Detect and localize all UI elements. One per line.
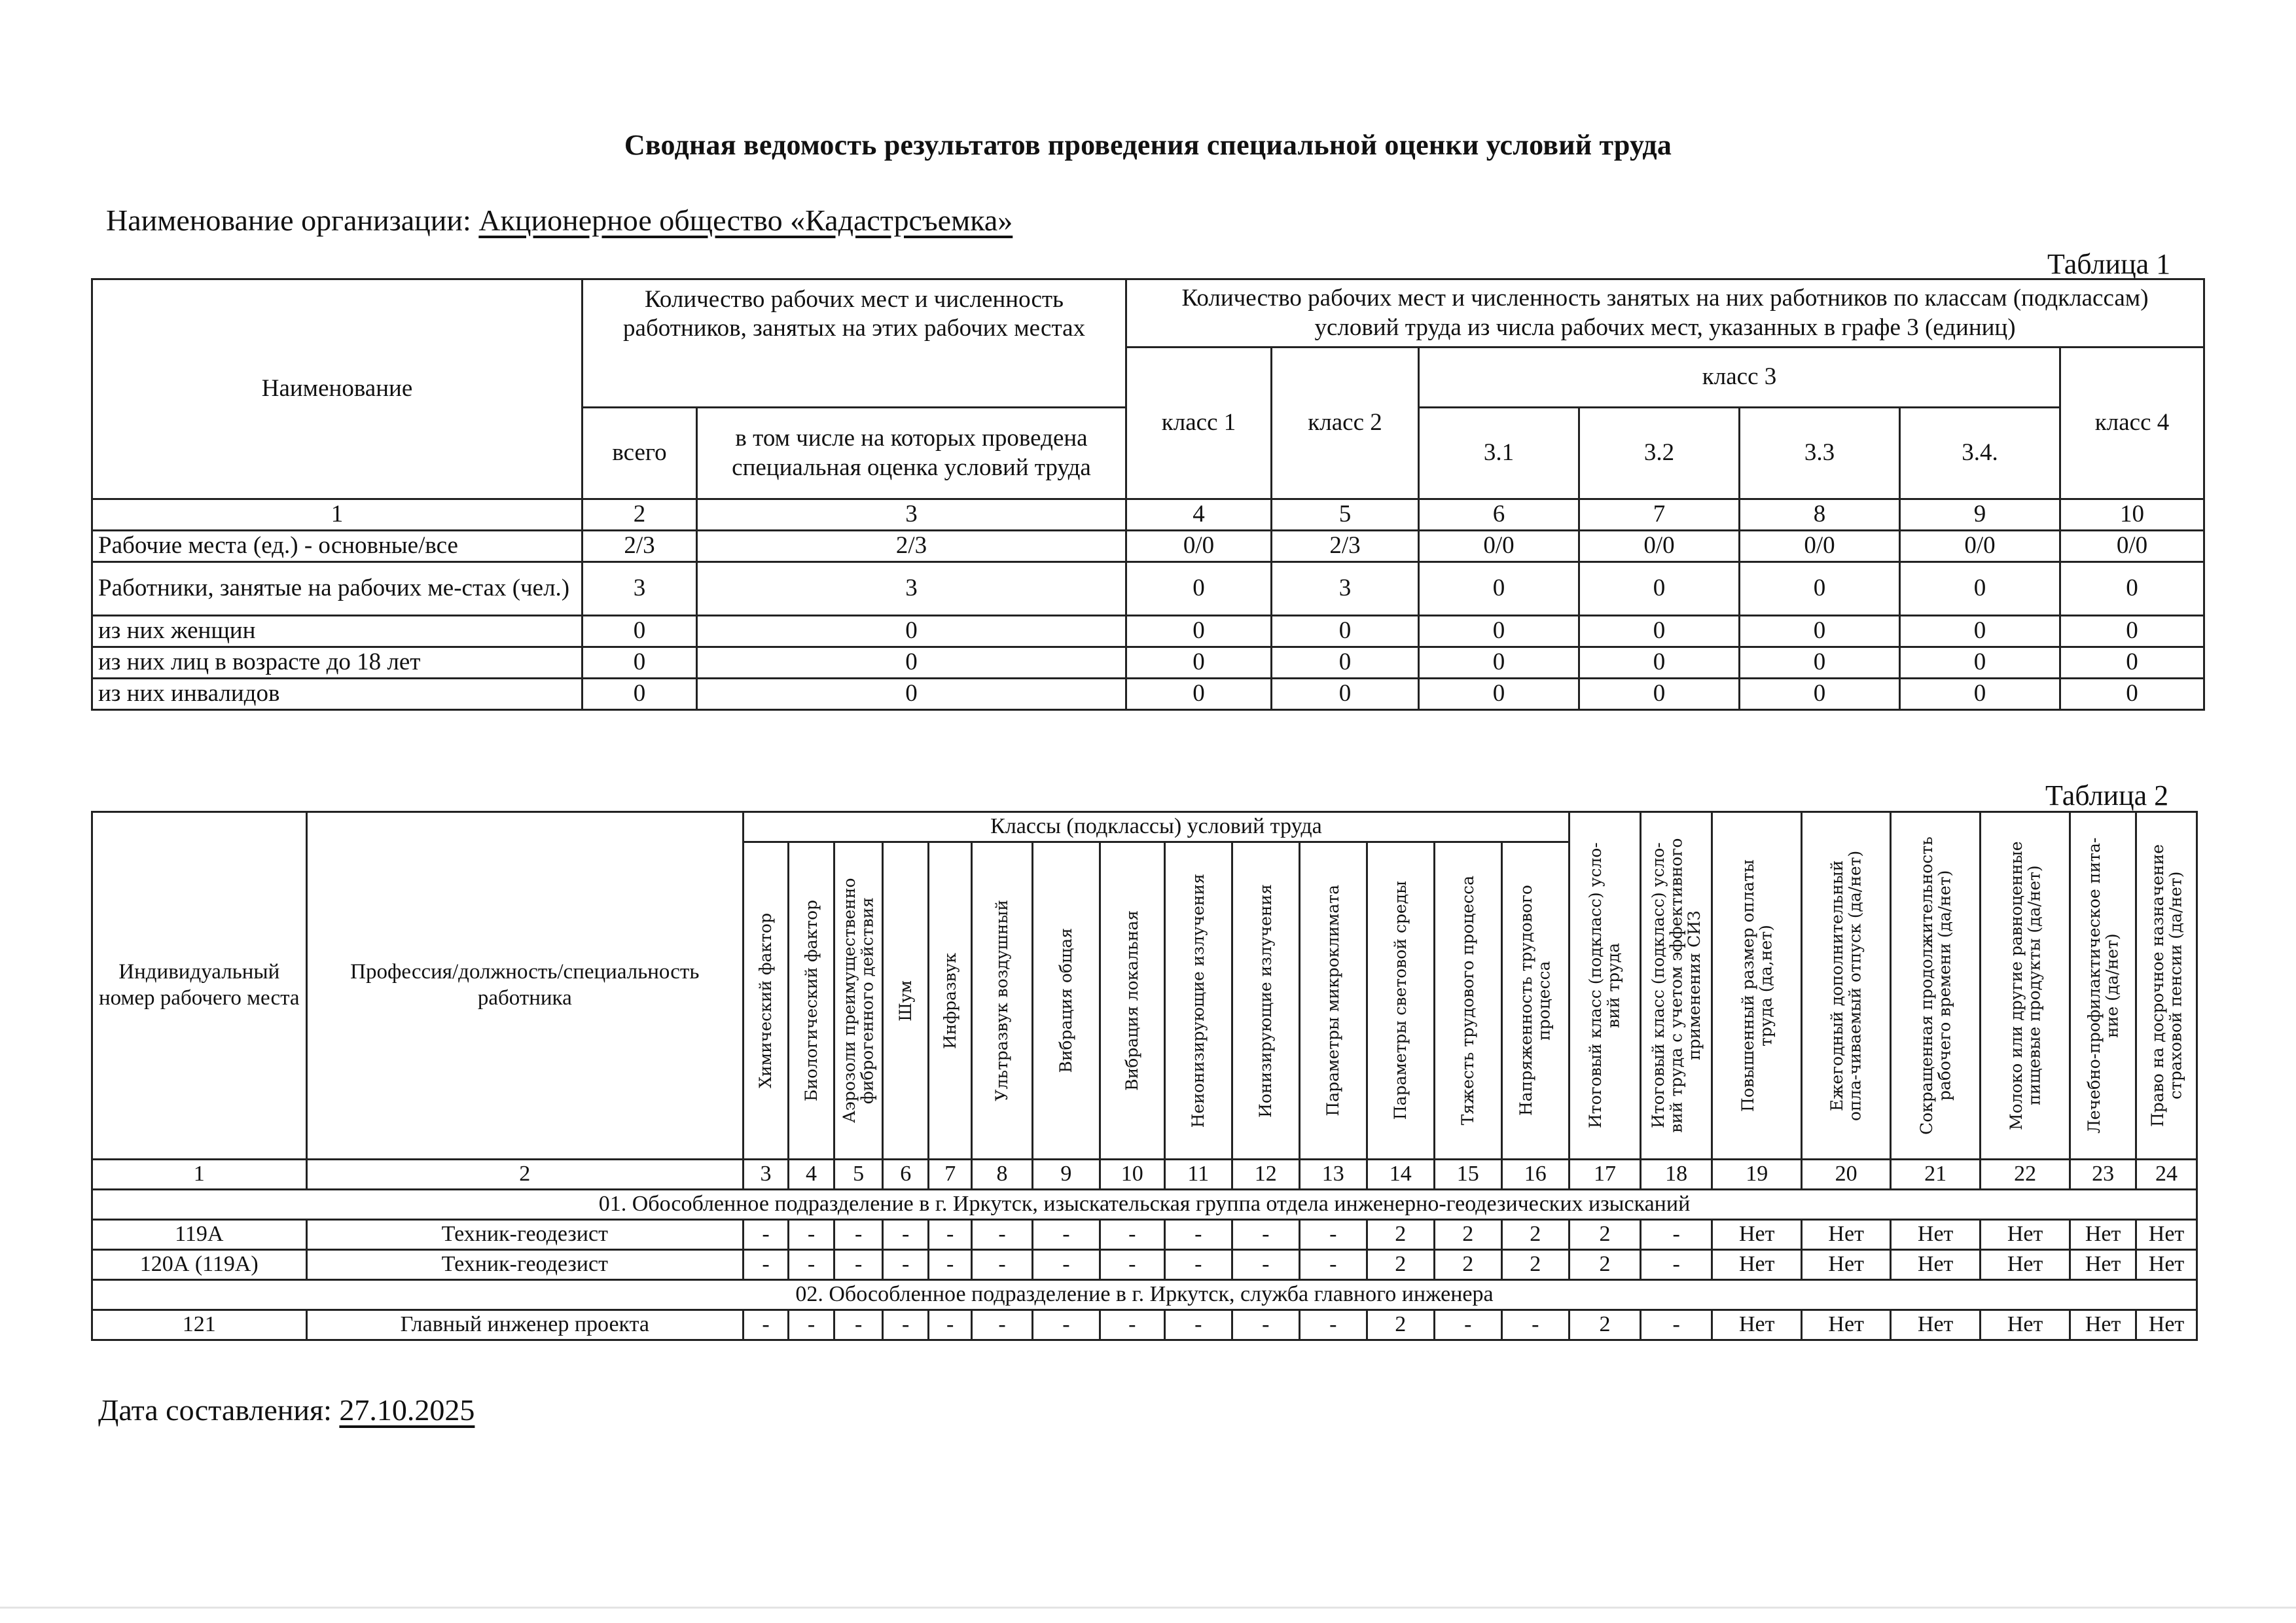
t1-cell: 0 bbox=[1126, 679, 1272, 710]
t2-cell: - bbox=[883, 1220, 929, 1250]
t1-cell: 0 bbox=[1740, 679, 1900, 710]
t1-column-number: 9 bbox=[1900, 499, 2060, 531]
t2-column-number: 21 bbox=[1891, 1160, 1981, 1190]
t2-cell: - bbox=[972, 1250, 1033, 1280]
t2-header-factor-text: Ультразвук воздушный bbox=[992, 900, 1012, 1101]
t2-cell: - bbox=[834, 1310, 883, 1340]
t1-cell: 0 bbox=[1126, 647, 1272, 679]
t1-column-numbers-row bbox=[92, 499, 2204, 531]
t2-cell: - bbox=[1164, 1220, 1232, 1250]
t2-header-factor-text: Напряженность трудового процесса bbox=[1516, 885, 1554, 1116]
t2-column-number: 14 bbox=[1367, 1160, 1434, 1190]
t2-header-extra-text: Молоко или другие равноценные пищевые продукты (да/нет) bbox=[2006, 841, 2044, 1130]
t2-cell: - bbox=[883, 1310, 929, 1340]
t2-cell: - bbox=[1164, 1310, 1232, 1340]
t2-header-factor bbox=[883, 842, 929, 1160]
t2-column-number: 11 bbox=[1164, 1160, 1232, 1190]
t2-header-factor-text: Биологический фактор bbox=[801, 900, 821, 1101]
t1-row-name: из них лиц в возрасте до 18 лет bbox=[92, 647, 583, 679]
t2-cell: Нет bbox=[2070, 1250, 2136, 1280]
t1-cell: 3 bbox=[697, 562, 1126, 616]
t1-row-name: из них инвалидов bbox=[92, 679, 583, 710]
t1-body bbox=[92, 531, 2204, 710]
t2-cell: - bbox=[929, 1220, 972, 1250]
t1-column-number: 8 bbox=[1740, 499, 1900, 531]
t1-cell: 0 bbox=[1740, 647, 1900, 679]
t2-header-factor bbox=[1501, 842, 1569, 1160]
t2-header-extra bbox=[1981, 812, 2070, 1160]
t1-cell: 0 bbox=[1900, 616, 2060, 647]
organization-line bbox=[106, 203, 1022, 238]
t1-column-number: 2 bbox=[583, 499, 697, 531]
t1-cell: 0 bbox=[697, 616, 1126, 647]
t2-cell: - bbox=[1032, 1250, 1100, 1280]
t1-cell: 2/3 bbox=[583, 531, 697, 562]
t2-cell: Нет bbox=[1802, 1310, 1891, 1340]
t1-cell: 2/3 bbox=[697, 531, 1126, 562]
t2-profession: Главный инженер проекта bbox=[306, 1310, 743, 1340]
t2-header-extra bbox=[1712, 812, 1802, 1160]
t2-cell: Нет bbox=[2136, 1250, 2197, 1280]
t2-cell: - bbox=[1641, 1310, 1712, 1340]
t2-cell: Нет bbox=[2136, 1310, 2197, 1340]
t2-cell: - bbox=[1032, 1220, 1100, 1250]
document-title: Сводная ведомость результатов проведения специальной оценки условий труда bbox=[624, 129, 1672, 161]
t2-cell: 2 bbox=[1569, 1250, 1640, 1280]
t2-cell: - bbox=[789, 1310, 834, 1340]
t2-section-title: 01. Обособленное подразделение в г. Иркутск, изыскательская группа отдела инженерно-геодезических изысканий bbox=[92, 1190, 2197, 1220]
t2-cell: Нет bbox=[1891, 1310, 1981, 1340]
t2-workplace-id: 119А bbox=[92, 1220, 307, 1250]
t1-header-assessed: в том числе на которых проведена специальная оценка условий труда bbox=[697, 408, 1126, 499]
t1-cell: 0 bbox=[2060, 562, 2204, 616]
t2-column-number: 18 bbox=[1641, 1160, 1712, 1190]
table2-label: Таблица 2 bbox=[2045, 779, 2169, 812]
table2-details bbox=[91, 811, 2198, 1341]
t2-section-title: 02. Обособленное подразделение в г. Иркутск, служба главного инженера bbox=[92, 1280, 2197, 1310]
t2-cell: - bbox=[1434, 1310, 1501, 1340]
t1-row bbox=[92, 562, 2204, 616]
t1-header-class1: класс 1 bbox=[1126, 348, 1272, 499]
t1-header-name: Наименование bbox=[92, 279, 583, 499]
t1-row bbox=[92, 616, 2204, 647]
t2-header-extra bbox=[1802, 812, 1891, 1160]
t2-header-factor-text: Шум bbox=[895, 980, 915, 1022]
t1-cell: 0 bbox=[1272, 647, 1419, 679]
t1-column-number: 7 bbox=[1579, 499, 1740, 531]
t2-cell: - bbox=[1641, 1220, 1712, 1250]
t1-cell: 0 bbox=[697, 647, 1126, 679]
t1-row bbox=[92, 647, 2204, 679]
t2-cell: 2 bbox=[1501, 1250, 1569, 1280]
t2-cell: Нет bbox=[1712, 1220, 1802, 1250]
t1-cell: 0 bbox=[2060, 679, 2204, 710]
date-label: Дата составления: bbox=[98, 1393, 332, 1427]
t1-cell: 0 bbox=[583, 679, 697, 710]
t2-header-factor bbox=[1299, 842, 1367, 1160]
t2-cell: 2 bbox=[1367, 1250, 1434, 1280]
t2-header-factor bbox=[789, 842, 834, 1160]
t1-cell: 0 bbox=[1579, 616, 1740, 647]
t2-cell: Нет bbox=[2070, 1220, 2136, 1250]
t2-cell: - bbox=[972, 1220, 1033, 1250]
t2-cell: - bbox=[929, 1310, 972, 1340]
t1-row-name: Работники, занятые на рабочих ме-стах (чел.) bbox=[92, 562, 583, 616]
t1-cell: 0 bbox=[1579, 562, 1740, 616]
t1-header-class2: класс 2 bbox=[1272, 348, 1419, 499]
t2-cell: - bbox=[1100, 1220, 1164, 1250]
t1-column-number: 1 bbox=[92, 499, 583, 531]
t2-header-factor bbox=[929, 842, 972, 1160]
t2-column-number: 13 bbox=[1299, 1160, 1367, 1190]
t1-cell: 3 bbox=[583, 562, 697, 616]
t1-cell: 0 bbox=[1419, 616, 1579, 647]
t1-row bbox=[92, 531, 2204, 562]
t2-cell: Нет bbox=[1891, 1250, 1981, 1280]
t2-cell: 2 bbox=[1569, 1310, 1640, 1340]
t2-header-extra bbox=[2070, 812, 2136, 1160]
t2-header-extra-text: Право на досрочное назначение страховой пенсии (да/нет) bbox=[2147, 844, 2185, 1127]
t2-column-number: 24 bbox=[2136, 1160, 2197, 1190]
t2-header-id: Индивидуальный номер рабочего места bbox=[92, 812, 307, 1160]
t2-column-number: 12 bbox=[1232, 1160, 1299, 1190]
t2-header-extra-text: Ежегодный дополнительный опла-чиваемый отпуск (да/нет) bbox=[1827, 850, 1865, 1121]
t2-header-factor-text: Вибрация локальная bbox=[1122, 910, 1142, 1091]
t2-body bbox=[92, 1190, 2197, 1340]
t1-cell: 0/0 bbox=[1419, 531, 1579, 562]
t1-cell: 0/0 bbox=[2060, 531, 2204, 562]
t2-column-numbers-row bbox=[92, 1160, 2197, 1190]
t2-cell: - bbox=[1232, 1250, 1299, 1280]
t2-header-factor-text: Вибрация общая bbox=[1056, 928, 1076, 1073]
t1-cell: 0 bbox=[1740, 562, 1900, 616]
t2-cell: - bbox=[1641, 1250, 1712, 1280]
t2-cell: - bbox=[883, 1250, 929, 1280]
t2-column-number: 17 bbox=[1569, 1160, 1640, 1190]
t2-row bbox=[92, 1220, 2197, 1250]
t2-cell: - bbox=[1232, 1310, 1299, 1340]
t2-column-number: 7 bbox=[929, 1160, 972, 1190]
t2-header-extra-text: Лечебно-профилактическое пита-ние (да/нет) bbox=[2084, 837, 2122, 1134]
t2-workplace-id: 121 bbox=[92, 1310, 307, 1340]
date-value: 27.10.2025 bbox=[339, 1393, 475, 1427]
t2-section-row bbox=[92, 1190, 2197, 1220]
t2-cell: Нет bbox=[1712, 1310, 1802, 1340]
t2-header-factor-text: Неионизирующие излучения bbox=[1188, 873, 1208, 1128]
t2-header-profession: Профессия/должность/специальность работника bbox=[306, 812, 743, 1160]
t2-column-number: 9 bbox=[1032, 1160, 1100, 1190]
t2-cell: - bbox=[1299, 1220, 1367, 1250]
t1-column-number: 4 bbox=[1126, 499, 1272, 531]
t2-cell: Нет bbox=[1981, 1250, 2070, 1280]
t2-cell: Нет bbox=[1981, 1310, 2070, 1340]
t2-cell: - bbox=[1100, 1250, 1164, 1280]
t2-cell: Нет bbox=[1802, 1220, 1891, 1250]
t2-cell: - bbox=[972, 1310, 1033, 1340]
t2-cell: - bbox=[789, 1220, 834, 1250]
t1-cell: 0/0 bbox=[1900, 531, 2060, 562]
t1-cell: 0 bbox=[1900, 562, 2060, 616]
t1-header-class3: класс 3 bbox=[1419, 348, 2060, 408]
t1-row bbox=[92, 679, 2204, 710]
t2-header-factor-text: Химический фактор bbox=[756, 913, 776, 1088]
t1-header-sub: 3.1 bbox=[1419, 408, 1579, 499]
t1-cell: 0 bbox=[2060, 616, 2204, 647]
t2-header-extra bbox=[1641, 812, 1712, 1160]
t1-column-number: 5 bbox=[1272, 499, 1419, 531]
t2-header-factor bbox=[1032, 842, 1100, 1160]
date-line bbox=[98, 1393, 481, 1427]
t1-cell: 2/3 bbox=[1272, 531, 1419, 562]
t2-cell: Нет bbox=[1981, 1220, 2070, 1250]
t1-cell: 0/0 bbox=[1126, 531, 1272, 562]
t1-column-number: 6 bbox=[1419, 499, 1579, 531]
t2-cell: 2 bbox=[1434, 1250, 1501, 1280]
t2-column-number: 10 bbox=[1100, 1160, 1164, 1190]
t1-cell: 3 bbox=[1272, 562, 1419, 616]
t2-column-number: 16 bbox=[1501, 1160, 1569, 1190]
t1-cell: 0 bbox=[1419, 647, 1579, 679]
t1-cell: 0 bbox=[583, 647, 697, 679]
t1-cell: 0 bbox=[1740, 616, 1900, 647]
t2-header-factor bbox=[744, 842, 789, 1160]
organization-name: Акционерное общество «Кадастрсъемка» bbox=[478, 204, 1013, 237]
t2-cell: 2 bbox=[1434, 1220, 1501, 1250]
t2-header-factor bbox=[1164, 842, 1232, 1160]
t1-cell: 0 bbox=[1126, 562, 1272, 616]
t1-cell: 0 bbox=[1419, 679, 1579, 710]
t2-profession: Техник-геодезист bbox=[306, 1250, 743, 1280]
t2-header-factor bbox=[1232, 842, 1299, 1160]
t2-header-extra-text: Итоговый класс (подкласс) усло-вий труда с учетом эффективного применения СИЗ bbox=[1648, 838, 1704, 1133]
t2-column-number: 22 bbox=[1981, 1160, 2070, 1190]
t2-row bbox=[92, 1250, 2197, 1280]
t2-cell: 2 bbox=[1367, 1310, 1434, 1340]
t1-cell: 0/0 bbox=[1740, 531, 1900, 562]
t2-cell: - bbox=[1299, 1250, 1367, 1280]
t2-cell: - bbox=[1232, 1220, 1299, 1250]
t2-column-number: 6 bbox=[883, 1160, 929, 1190]
t1-header-group-b: Количество рабочих мест и численность занятых на них работников по классам (подклассам) условий труда из числа рабочих мест, указанных в графе 3 (единиц) bbox=[1126, 279, 2204, 348]
scan-edge-divider bbox=[0, 1607, 2296, 1609]
t2-cell: - bbox=[1100, 1310, 1164, 1340]
t2-header-factor bbox=[1367, 842, 1434, 1160]
t2-column-number: 23 bbox=[2070, 1160, 2136, 1190]
t1-header-class4: класс 4 bbox=[2060, 348, 2204, 499]
t2-column-number: 19 bbox=[1712, 1160, 1802, 1190]
t1-cell: 0 bbox=[583, 616, 697, 647]
t2-cell: - bbox=[789, 1250, 834, 1280]
t1-header-sub: 3.4. bbox=[1900, 408, 2060, 499]
t2-column-number: 4 bbox=[789, 1160, 834, 1190]
t1-cell: 0/0 bbox=[1579, 531, 1740, 562]
t2-column-number: 8 bbox=[972, 1160, 1033, 1190]
t1-cell: 0 bbox=[1579, 647, 1740, 679]
t2-header-extra-text: Повышенный размер оплаты труда (да,нет) bbox=[1738, 859, 1776, 1112]
t1-column-number: 10 bbox=[2060, 499, 2204, 531]
t1-header-sub: 3.2 bbox=[1579, 408, 1740, 499]
t2-cell: Нет bbox=[1712, 1250, 1802, 1280]
t1-cell: 0 bbox=[1126, 616, 1272, 647]
t2-cell: 2 bbox=[1569, 1220, 1640, 1250]
t2-header-extra bbox=[1891, 812, 1981, 1160]
t2-column-number: 15 bbox=[1434, 1160, 1501, 1190]
table1-summary bbox=[91, 278, 2205, 711]
t2-cell: - bbox=[744, 1310, 789, 1340]
t1-header-sub: 3.3 bbox=[1740, 408, 1900, 499]
t2-cell: - bbox=[1299, 1310, 1367, 1340]
t2-cell: - bbox=[744, 1250, 789, 1280]
t2-cell: - bbox=[1032, 1310, 1100, 1340]
t2-cell: - bbox=[834, 1220, 883, 1250]
t2-cell: - bbox=[1501, 1310, 1569, 1340]
t1-cell: 0 bbox=[697, 679, 1126, 710]
t2-column-number: 2 bbox=[306, 1160, 743, 1190]
t1-header-group-a: Количество рабочих мест и численность работников, занятых на этих рабочих местах bbox=[583, 279, 1126, 408]
t2-header-factor bbox=[1434, 842, 1501, 1160]
t2-cell: Нет bbox=[2070, 1310, 2136, 1340]
t1-row-name: Рабочие места (ед.) - основные/все bbox=[92, 531, 583, 562]
t2-workplace-id: 120А (119А) bbox=[92, 1250, 307, 1280]
t2-cell: Нет bbox=[1891, 1220, 1981, 1250]
t2-column-number: 3 bbox=[744, 1160, 789, 1190]
t1-cell: 0 bbox=[1419, 562, 1579, 616]
t2-cell: - bbox=[929, 1250, 972, 1280]
t1-cell: 0 bbox=[1900, 647, 2060, 679]
t1-row-name: из них женщин bbox=[92, 616, 583, 647]
t1-cell: 0 bbox=[1272, 616, 1419, 647]
t2-row bbox=[92, 1310, 2197, 1340]
t2-header-factor-text: Инфразвук bbox=[940, 952, 960, 1049]
t2-header-factor-text: Параметры микроклимата bbox=[1323, 885, 1342, 1116]
t2-header-factor-text: Параметры световой среды bbox=[1390, 881, 1410, 1120]
t1-cell: 0 bbox=[2060, 647, 2204, 679]
t2-cell: 2 bbox=[1367, 1220, 1434, 1250]
t2-column-number: 5 bbox=[834, 1160, 883, 1190]
organization-label: Наименование организации: bbox=[106, 204, 471, 237]
t2-column-number: 1 bbox=[92, 1160, 307, 1190]
t2-cell: Нет bbox=[2136, 1220, 2197, 1250]
t2-header-classes-group: Классы (подклассы) условий труда bbox=[744, 812, 1570, 842]
t2-cell: Нет bbox=[1802, 1250, 1891, 1280]
t1-cell: 0 bbox=[1272, 679, 1419, 710]
t2-section-row bbox=[92, 1280, 2197, 1310]
t2-header-extra bbox=[2136, 812, 2197, 1160]
t1-cell: 0 bbox=[1900, 679, 2060, 710]
t2-header-extra-text: Сокращенная продолжительность рабочего времени (да/нет) bbox=[1916, 836, 1954, 1135]
t2-header-factor bbox=[1100, 842, 1164, 1160]
t2-header-factor bbox=[972, 842, 1033, 1160]
t2-cell: 2 bbox=[1501, 1220, 1569, 1250]
t2-cell: - bbox=[834, 1250, 883, 1280]
t2-header-factor bbox=[834, 842, 883, 1160]
t2-cell: - bbox=[744, 1220, 789, 1250]
t1-header-total: всего bbox=[583, 408, 697, 499]
t2-column-number: 20 bbox=[1802, 1160, 1891, 1190]
t1-cell: 0 bbox=[1579, 679, 1740, 710]
t2-header-extra bbox=[1569, 812, 1640, 1160]
t2-profession: Техник-геодезист bbox=[306, 1220, 743, 1250]
t2-cell: - bbox=[1164, 1250, 1232, 1280]
t2-header-factor-text: Аэрозоли преимущественно фиброгенного действия bbox=[840, 878, 877, 1124]
t2-header-factor-text: Тяжесть трудового процесса bbox=[1458, 876, 1477, 1126]
t2-header-extra-text: Итоговый класс (подкласс) усло-вий труда bbox=[1586, 842, 1623, 1129]
t1-column-number: 3 bbox=[697, 499, 1126, 531]
table1-label: Таблица 1 bbox=[2047, 248, 2171, 280]
t2-header-factor-text: Ионизирующие излучения bbox=[1255, 883, 1275, 1118]
